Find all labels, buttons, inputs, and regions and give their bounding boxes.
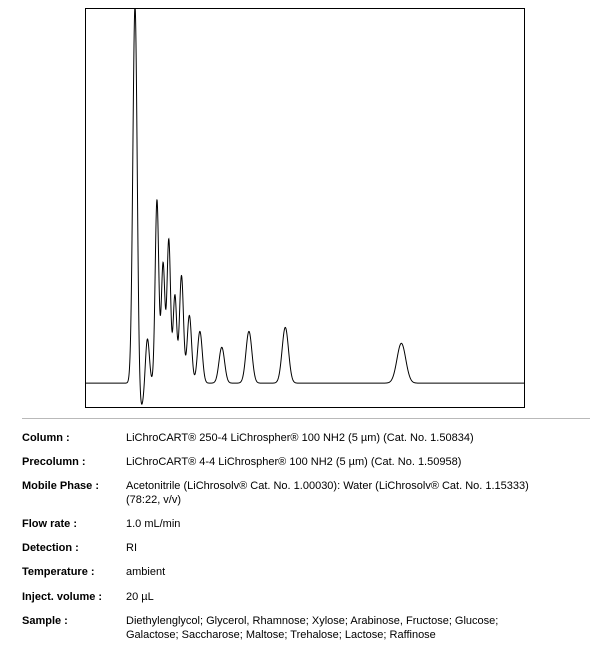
method-parameter-value-line: Galactose; Saccharose; Maltose; Trehalose; Lactose; Raffinose	[126, 628, 436, 641]
method-parameters-body	[22, 426, 592, 647]
chromatogram-panel	[85, 8, 525, 408]
method-parameter-label: Inject. volume :	[22, 590, 103, 603]
method-parameter-row	[22, 512, 592, 536]
method-parameter-row	[22, 585, 592, 609]
method-parameter-value-line: LiChroCART® 4-4 LiChrospher® 100 NH2 (5 µm) (Cat. No. 1.50958)	[126, 456, 462, 469]
method-parameter-value	[126, 426, 592, 450]
method-parameter-label: Flow rate :	[22, 518, 78, 531]
method-parameter-value	[126, 536, 592, 560]
method-parameter-value	[126, 474, 592, 512]
method-parameter-row	[22, 474, 592, 512]
method-parameter-label: Precolumn :	[22, 456, 86, 469]
method-parameter-value	[126, 450, 592, 474]
horizontal-divider	[22, 418, 590, 419]
method-parameter-row	[22, 536, 592, 560]
method-parameter-row	[22, 560, 592, 584]
chromatogram-trace	[86, 9, 524, 404]
method-parameter-value	[126, 609, 592, 647]
method-parameter-value-line: RI	[126, 542, 137, 555]
method-parameter-value-line: Diethylenglycol; Glycerol, Rhamnose; Xylose; Arabinose, Fructose; Glucose;	[126, 614, 499, 627]
method-parameter-value-line: ambient	[126, 566, 166, 579]
method-parameter-value	[126, 585, 592, 609]
method-parameter-row	[22, 450, 592, 474]
method-parameter-label: Detection :	[22, 542, 79, 555]
method-parameter-label: Temperature :	[22, 566, 95, 579]
method-parameter-label: Mobile Phase :	[22, 480, 100, 493]
method-parameter-value-line: (78:22, v/v)	[126, 494, 182, 507]
method-parameters-table	[22, 426, 592, 647]
method-parameter-value-line: 1.0 mL/min	[126, 518, 181, 531]
method-parameter-label: Sample :	[22, 614, 68, 627]
method-parameter-value-line: LiChroCART® 250-4 LiChrospher® 100 NH2 (5 µm) (Cat. No. 1.50834)	[126, 432, 474, 444]
method-parameter-value	[126, 560, 592, 584]
method-parameter-value-line: 20 µL	[126, 590, 154, 603]
method-parameter-row	[22, 426, 592, 450]
method-parameter-label: Column :	[22, 432, 70, 444]
method-parameter-value-line: Acetonitrile (LiChrosolv® Cat. No. 1.00030): Water (LiChrosolv® Cat. No. 1.15333)	[126, 480, 529, 493]
chromatogram-plot	[86, 9, 524, 407]
method-parameter-value	[126, 512, 592, 536]
method-parameter-row	[22, 609, 592, 647]
